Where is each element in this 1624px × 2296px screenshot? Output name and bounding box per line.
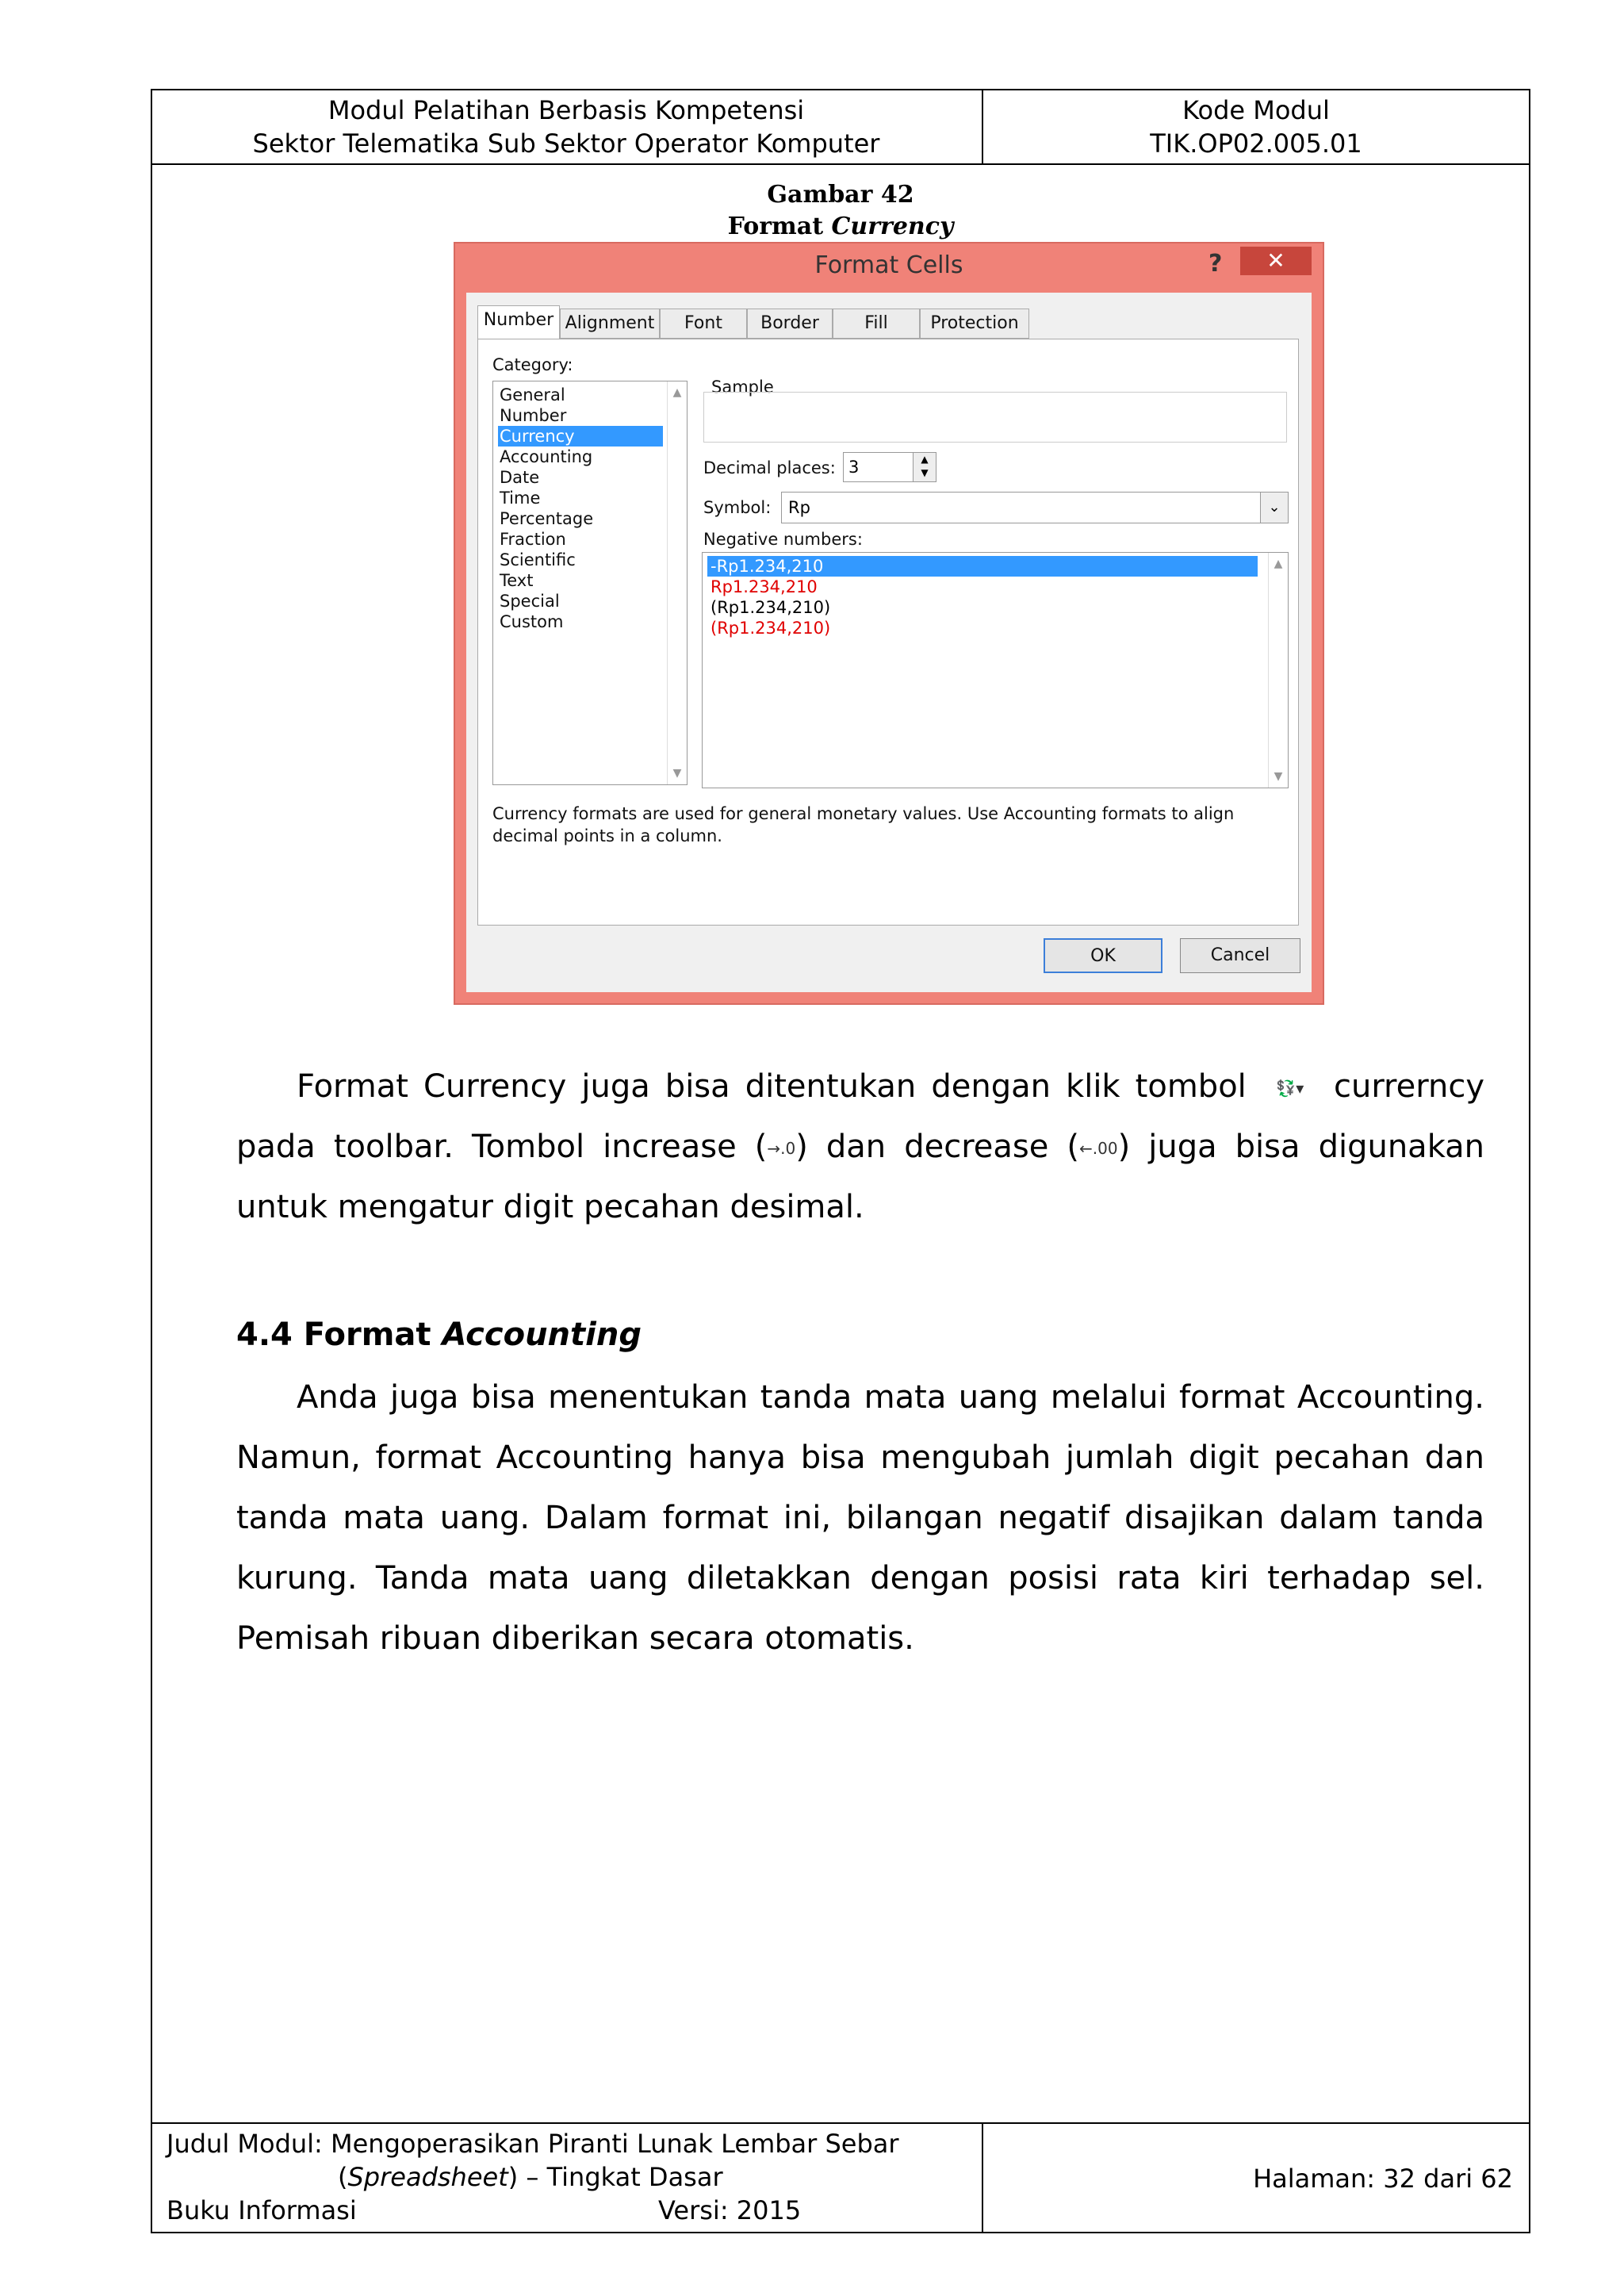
figure-title (151, 211, 1530, 243)
page-footer (151, 2122, 1530, 2233)
category-item[interactable]: Accounting (500, 447, 593, 466)
scroll-down-icon[interactable]: ▼ (672, 767, 682, 780)
page-header (151, 89, 1530, 165)
category-item[interactable]: General (500, 385, 565, 404)
category-item[interactable]: Special (500, 592, 560, 611)
para1-text-c: ) dan decrease ( (795, 1129, 1080, 1165)
currency-format-icon: 💱▾ (1276, 1079, 1304, 1098)
cancel-button[interactable]: Cancel (1180, 938, 1300, 973)
scroll-up-icon[interactable]: ▲ (672, 386, 682, 399)
ok-button[interactable]: OK (1044, 938, 1162, 973)
category-label: Category: (492, 355, 573, 374)
scroll-down-icon[interactable]: ▼ (1274, 770, 1283, 783)
header-sector: Sektor Telematika Sub Sektor Operator Komputer (252, 128, 880, 159)
decrease-decimal-icon: ←.00 (1079, 1139, 1118, 1158)
format-description: Currency formats are used for general monetary values. Use Accounting formats to align decimal points in a column. (492, 804, 1235, 845)
decimal-places-label: Decimal places: (703, 458, 836, 477)
tab-alignment[interactable]: Alignment (560, 309, 660, 339)
category-item[interactable]: Percentage (500, 509, 594, 528)
header-code-label: Kode Modul (1182, 95, 1330, 125)
header-code-value: TIK.OP02.005.01 (1150, 128, 1362, 159)
negative-scrollbar[interactable] (1268, 553, 1288, 788)
para1-text-d: ) juga bisa digunakan untuk mengatur digit pecahan desimal. (236, 1129, 1485, 1225)
negative-option[interactable]: (Rp1.234,210) (710, 598, 831, 617)
format-cells-dialog (454, 242, 1324, 1005)
number-tab-panel (477, 339, 1299, 926)
heading-prefix: 4.4 Format (236, 1317, 431, 1353)
symbol-value: Rp (788, 498, 810, 517)
tab-border[interactable]: Border (747, 309, 833, 339)
heading-italic: Accounting (442, 1317, 642, 1353)
paragraph-accounting (236, 1367, 1484, 1669)
decimal-places-stepper[interactable] (843, 452, 936, 482)
close-button[interactable]: ✕ (1240, 247, 1312, 275)
symbol-select[interactable] (781, 492, 1289, 523)
para1-text-b: currerncy pada toolbar. Tombol increase ( (236, 1068, 1484, 1165)
footer-title: Judul Modul: Mengoperasikan Piranti Lunak Lembar Sebar (167, 2129, 899, 2159)
tab-protection[interactable]: Protection (920, 309, 1029, 339)
footer-version: Versi: 2015 (658, 2195, 802, 2225)
decimal-places-value: 3 (848, 458, 860, 477)
negative-numbers-list[interactable] (702, 552, 1289, 788)
para1-text-a: Format Currency juga bisa ditentukan dengan klik tombol (297, 1068, 1247, 1105)
para2-text: Anda juga bisa menentukan tanda mata uang melalui format Accounting. Namun, format Accounting hanya bisa mengubah jumlah digit pecahan dan tanda mata uang. Dalam format ini, bilangan negatif disajikan dalam tanda kurung. Tanda mata uang diletakkan dengan posisi rata kiri terhadap sel. Pemisah ribuan diberikan secara otomatis. (236, 1379, 1484, 1657)
category-item[interactable]: Text (500, 571, 534, 590)
negative-option[interactable]: (Rp1.234,210) (710, 619, 831, 638)
header-module-code (983, 89, 1529, 168)
category-item[interactable]: Time (500, 489, 541, 508)
symbol-label: Symbol: (703, 498, 772, 517)
footer-page-number: Halaman: 32 dari 62 (1253, 2164, 1513, 2194)
footer-subtitle: (Spreadsheet) – Tingkat Dasar (338, 2162, 723, 2192)
tab-number[interactable]: Number (477, 305, 560, 340)
stepper-arrows-icon[interactable]: ▲ ▼ (913, 453, 936, 481)
section-heading (236, 1317, 642, 1353)
sample-label: Sample (711, 378, 774, 397)
negative-option-selected[interactable]: -Rp1.234,210 (707, 556, 1258, 577)
chevron-down-icon[interactable]: ⌄ (1260, 493, 1288, 523)
paragraph-currency (236, 1056, 1484, 1237)
dialog-title: Format Cells (814, 251, 963, 279)
footer-book: Buku Informasi (167, 2195, 357, 2225)
figure-title-italic: Currency (831, 213, 954, 240)
header-module-info (151, 89, 983, 163)
sample-box (703, 392, 1287, 443)
increase-decimal-icon: →.0 (767, 1139, 796, 1158)
header-module-title: Modul Pelatihan Berbasis Kompetensi (327, 95, 805, 125)
footer-module-info (151, 2124, 983, 2233)
dialog-body (466, 293, 1312, 992)
category-item[interactable]: Fraction (500, 530, 566, 549)
category-scrollbar[interactable] (667, 381, 687, 784)
tab-fill[interactable]: Fill (833, 309, 920, 339)
category-item[interactable]: Scientific (500, 550, 576, 569)
help-button[interactable]: ? (1208, 250, 1223, 278)
negative-option[interactable]: Rp1.234,210 (710, 577, 818, 596)
category-item[interactable]: Custom (500, 612, 564, 631)
footer-subtitle-rest: – Tingkat Dasar (518, 2162, 723, 2192)
figure-title-prefix: Format (727, 213, 824, 240)
tab-font[interactable]: Font (660, 309, 747, 339)
scroll-up-icon[interactable]: ▲ (1274, 558, 1283, 570)
category-item-selected[interactable]: Currency (498, 426, 663, 447)
footer-subtitle-italic: Spreadsheet (347, 2162, 508, 2192)
negative-numbers-label: Negative numbers: (703, 530, 863, 549)
category-list[interactable] (492, 381, 688, 785)
figure-number: Gambar 42 (767, 181, 914, 209)
category-item[interactable]: Date (500, 468, 540, 487)
category-item[interactable]: Number (500, 406, 567, 425)
